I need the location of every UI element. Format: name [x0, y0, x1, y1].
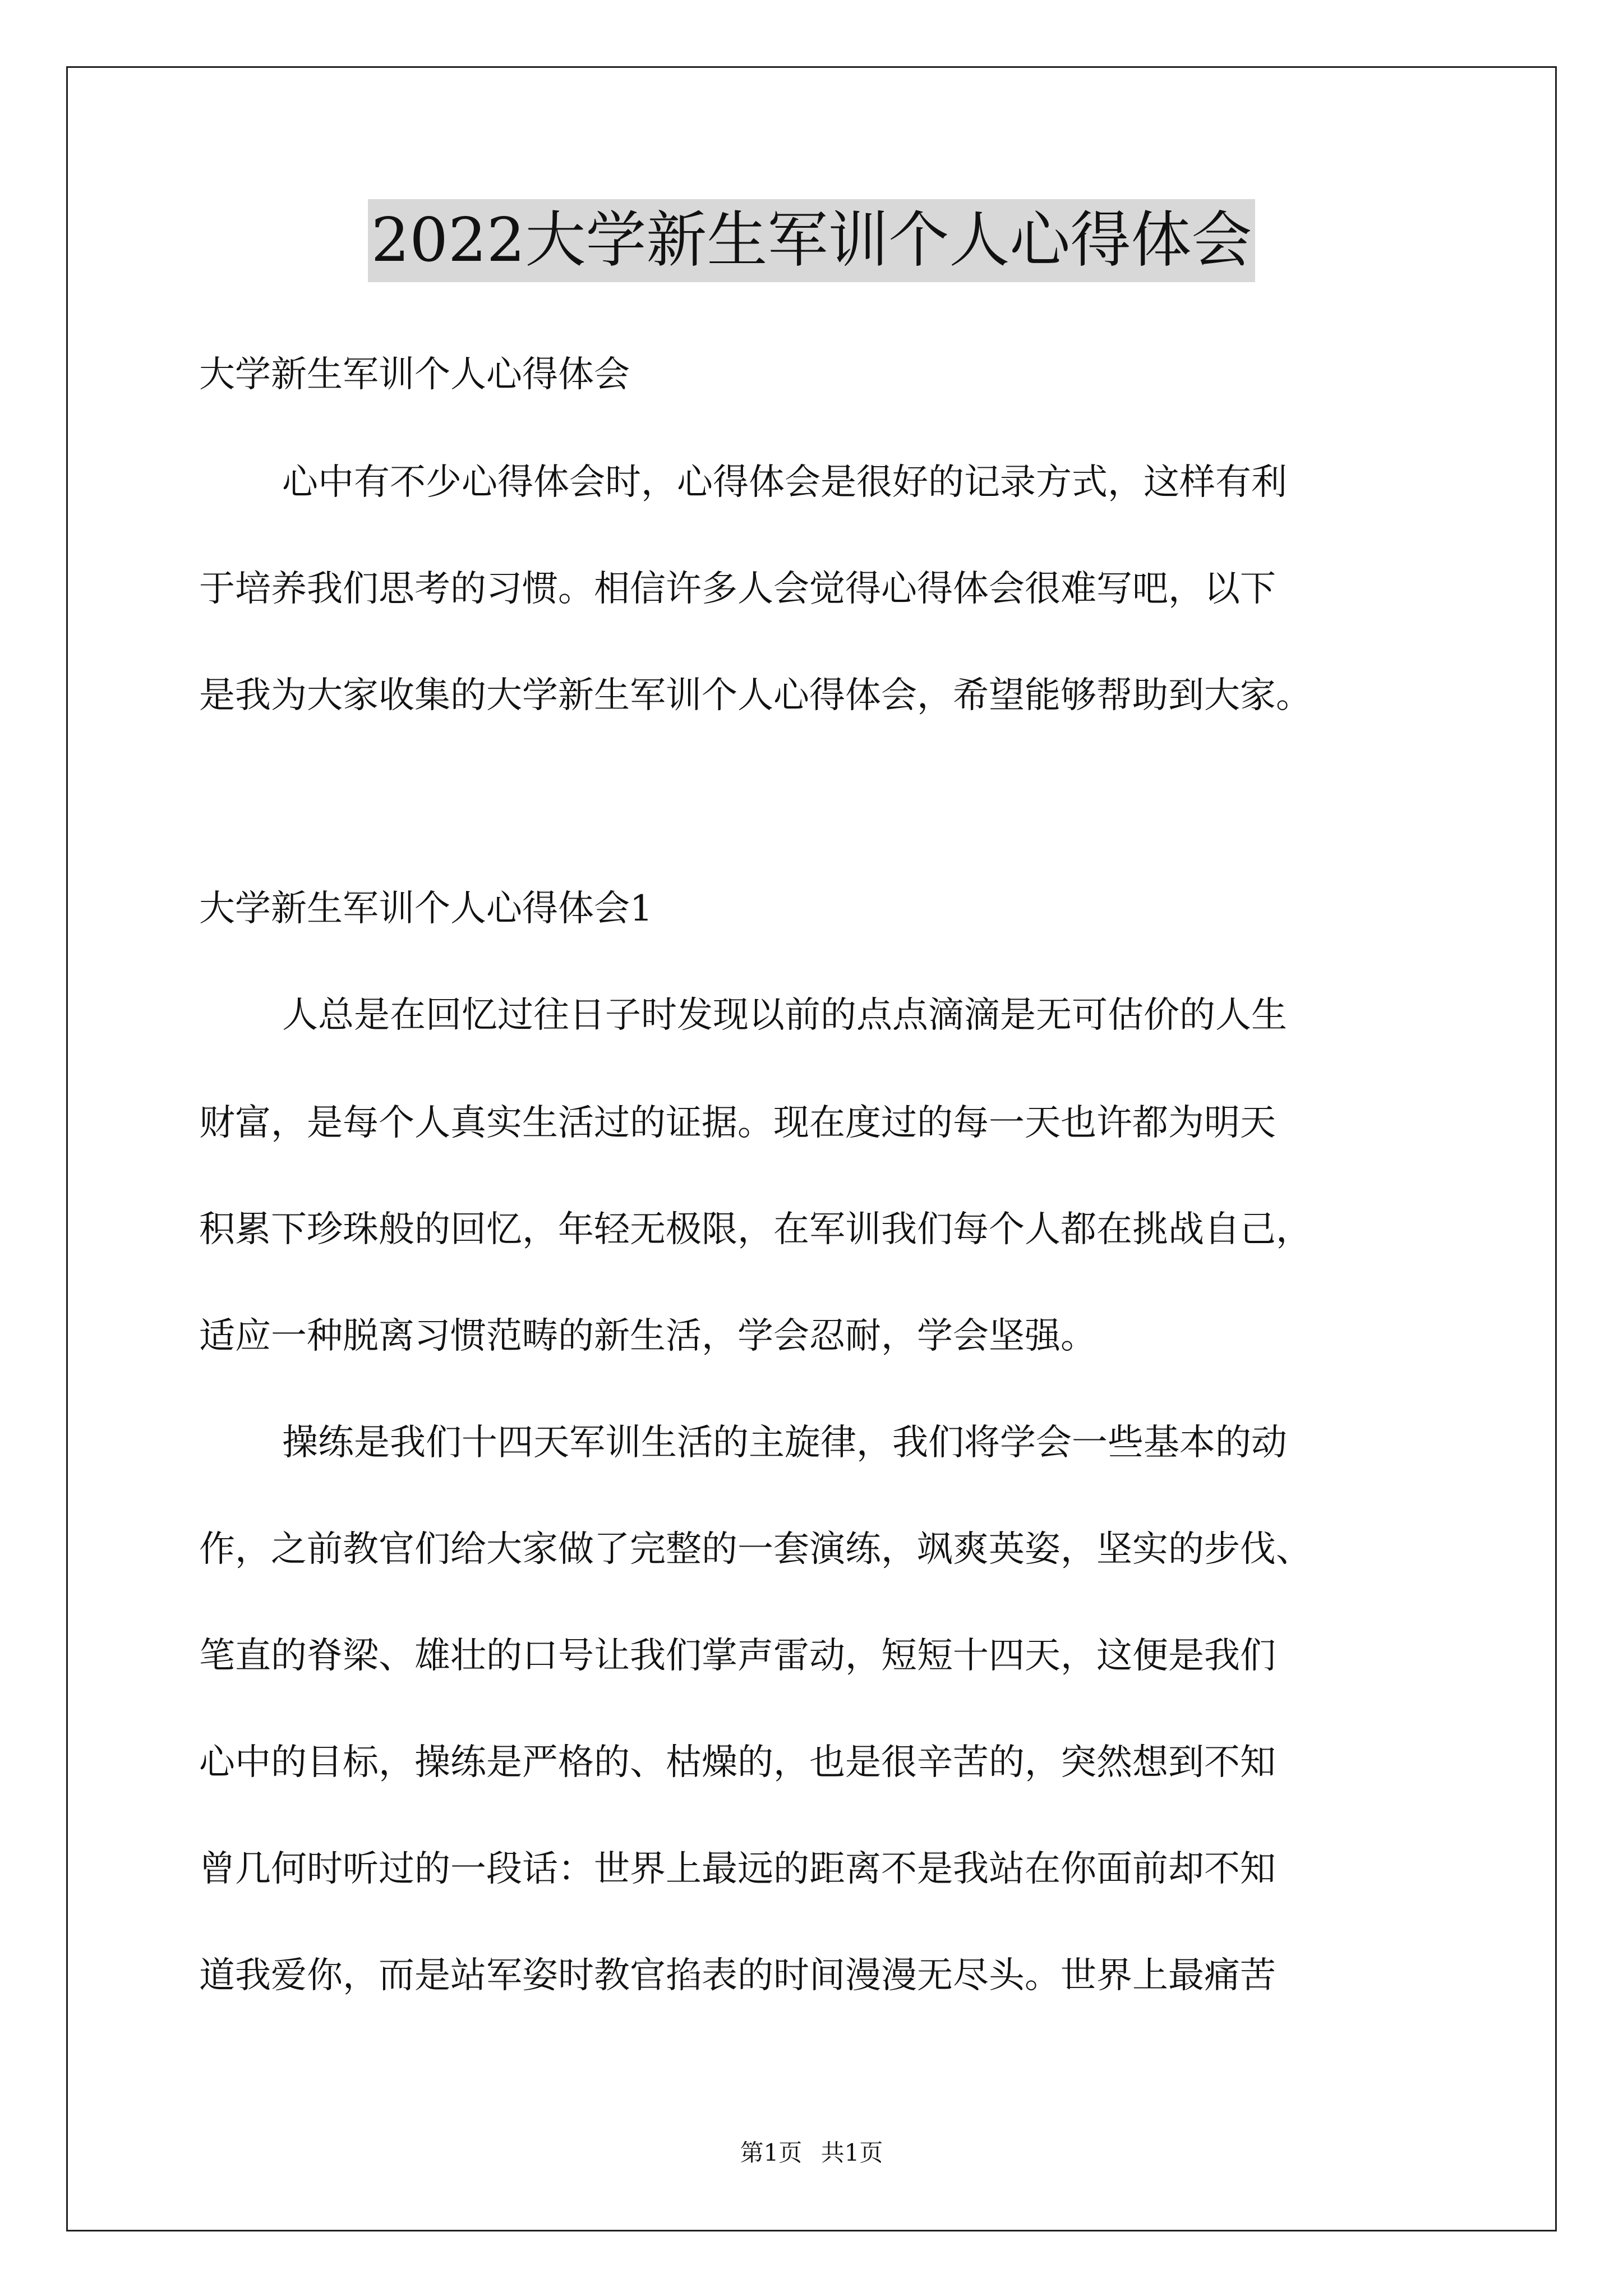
page-footer [0, 2137, 1623, 2169]
paragraph-line: 积累下珍珠般的回忆，年轻无极限，在军训我们每个人都在挑战自己， [199, 1209, 1312, 1250]
paragraph-line: 操练是我们十四天军训生活的主旋律，我们将学会一些基本的动 [282, 1422, 1287, 1464]
paragraph-line: 曾几何时听过的一段话：世界上最远的距离不是我站在你面前却不知 [199, 1848, 1276, 1890]
document-subtitle: 大学新生军训个人心得体会 [199, 354, 630, 395]
paragraph-line: 笔直的脊梁、雄壮的口号让我们掌声雷动，短短十四天，这便是我们 [199, 1635, 1276, 1677]
paragraph-line: 心中的目标，操练是严格的、枯燥的，也是很辛苦的，突然想到不知 [199, 1742, 1276, 1783]
paragraph-line: 道我爱你，而是站军姿时教官掐表的时间漫漫无尽头。世界上最痛苦 [199, 1955, 1276, 1996]
paragraph-line: 适应一种脱离习惯范畴的新生活，学会忍耐，学会坚强。 [199, 1315, 1096, 1357]
section-heading: 大学新生军训个人心得体会1 [199, 888, 653, 930]
intro-line: 于培养我们思考的习惯。相信许多人会觉得心得体会很难写吧，以下 [199, 568, 1276, 610]
intro-line: 心中有不少心得体会时，心得体会是很好的记录方式，这样有利 [282, 462, 1287, 503]
intro-line: 是我为大家收集的大学新生军训个人心得体会，希望能够帮助到大家。 [199, 675, 1312, 716]
page-number-current: 第1页 [740, 2139, 803, 2166]
paragraph-line: 财富，是每个人真实生活过的证据。现在度过的每一天也许都为明天 [199, 1102, 1276, 1144]
paragraph-line: 人总是在回忆过往日子时发现以前的点点滴滴是无可估价的人生 [282, 995, 1287, 1036]
page-number-total: 共1页 [820, 2139, 883, 2166]
title-container [0, 199, 1623, 282]
document-title: 2022大学新生军训个人心得体会 [368, 199, 1256, 282]
paragraph-line: 作，之前教官们给大家做了完整的一套演练，飒爽英姿，坚实的步伐、 [199, 1529, 1312, 1570]
